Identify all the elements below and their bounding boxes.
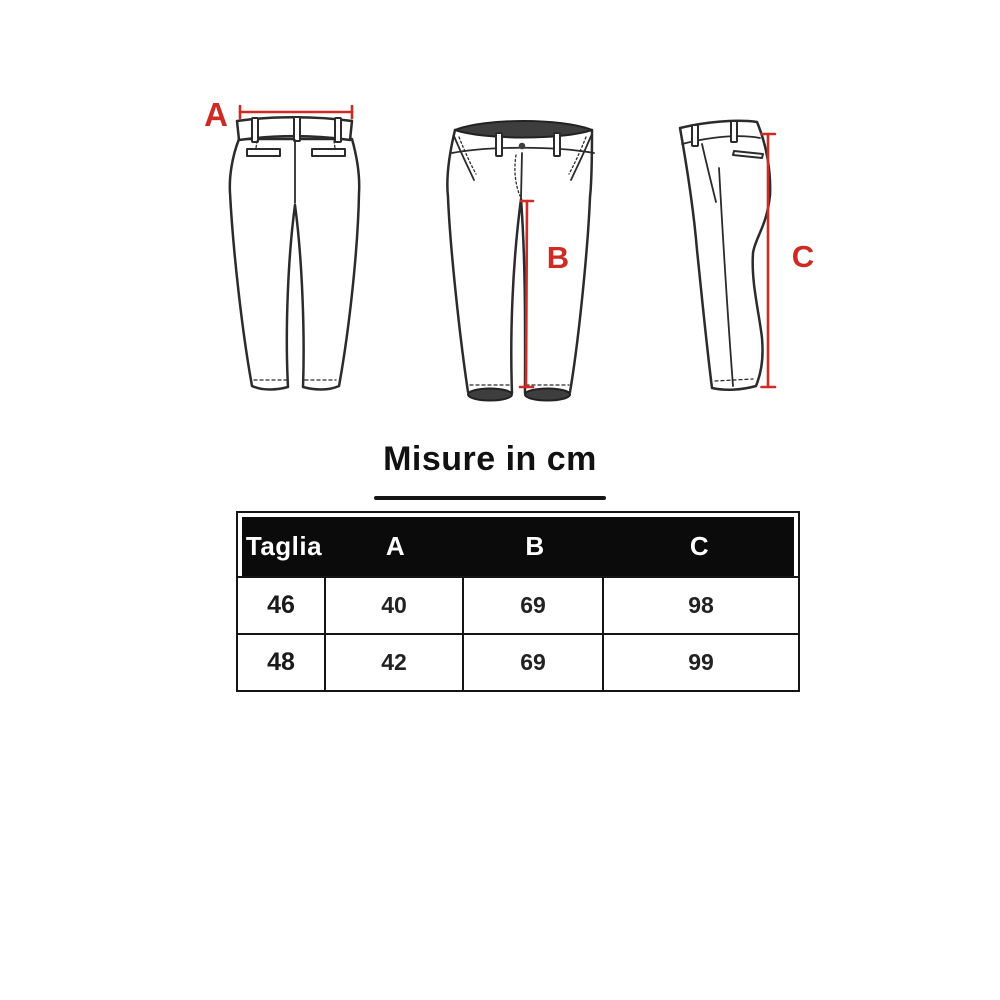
- cell-c-value: 98: [688, 592, 714, 618]
- header-cell-a: A: [385, 531, 406, 561]
- size-table-row-46: [238, 576, 798, 633]
- pants-front-view-drawing: [440, 105, 610, 411]
- cell-c-value: 99: [688, 649, 714, 675]
- size-table-row-48: [238, 633, 798, 690]
- pants-side-view-drawing: [665, 110, 797, 402]
- measure-label-a: A: [204, 96, 228, 133]
- header-cell-b: B: [525, 531, 545, 561]
- waistband-inner-shadow: [455, 121, 592, 138]
- cell-b-value: 69: [464, 578, 604, 633]
- header-cell-c: C: [689, 531, 710, 561]
- pants-side-outline: [680, 121, 770, 390]
- cell-size: 48: [238, 635, 326, 690]
- pants-back-outline: [230, 117, 359, 390]
- size-table-header-row: [242, 517, 794, 576]
- pants-back-view-drawing: [195, 95, 370, 407]
- waist-button: [519, 143, 526, 150]
- size-table: [236, 511, 800, 692]
- cell-b-value: 69: [464, 635, 604, 690]
- cell-a-value: 40: [326, 578, 464, 633]
- measure-label-c: C: [791, 239, 815, 274]
- title-underline: [374, 496, 606, 500]
- header-cell-taglia: Taglia: [245, 531, 323, 561]
- cell-size: 46: [238, 578, 326, 633]
- cell-a-value: 42: [326, 635, 464, 690]
- page-title: Misure in cm: [383, 440, 597, 478]
- measure-label-b: B: [546, 240, 570, 275]
